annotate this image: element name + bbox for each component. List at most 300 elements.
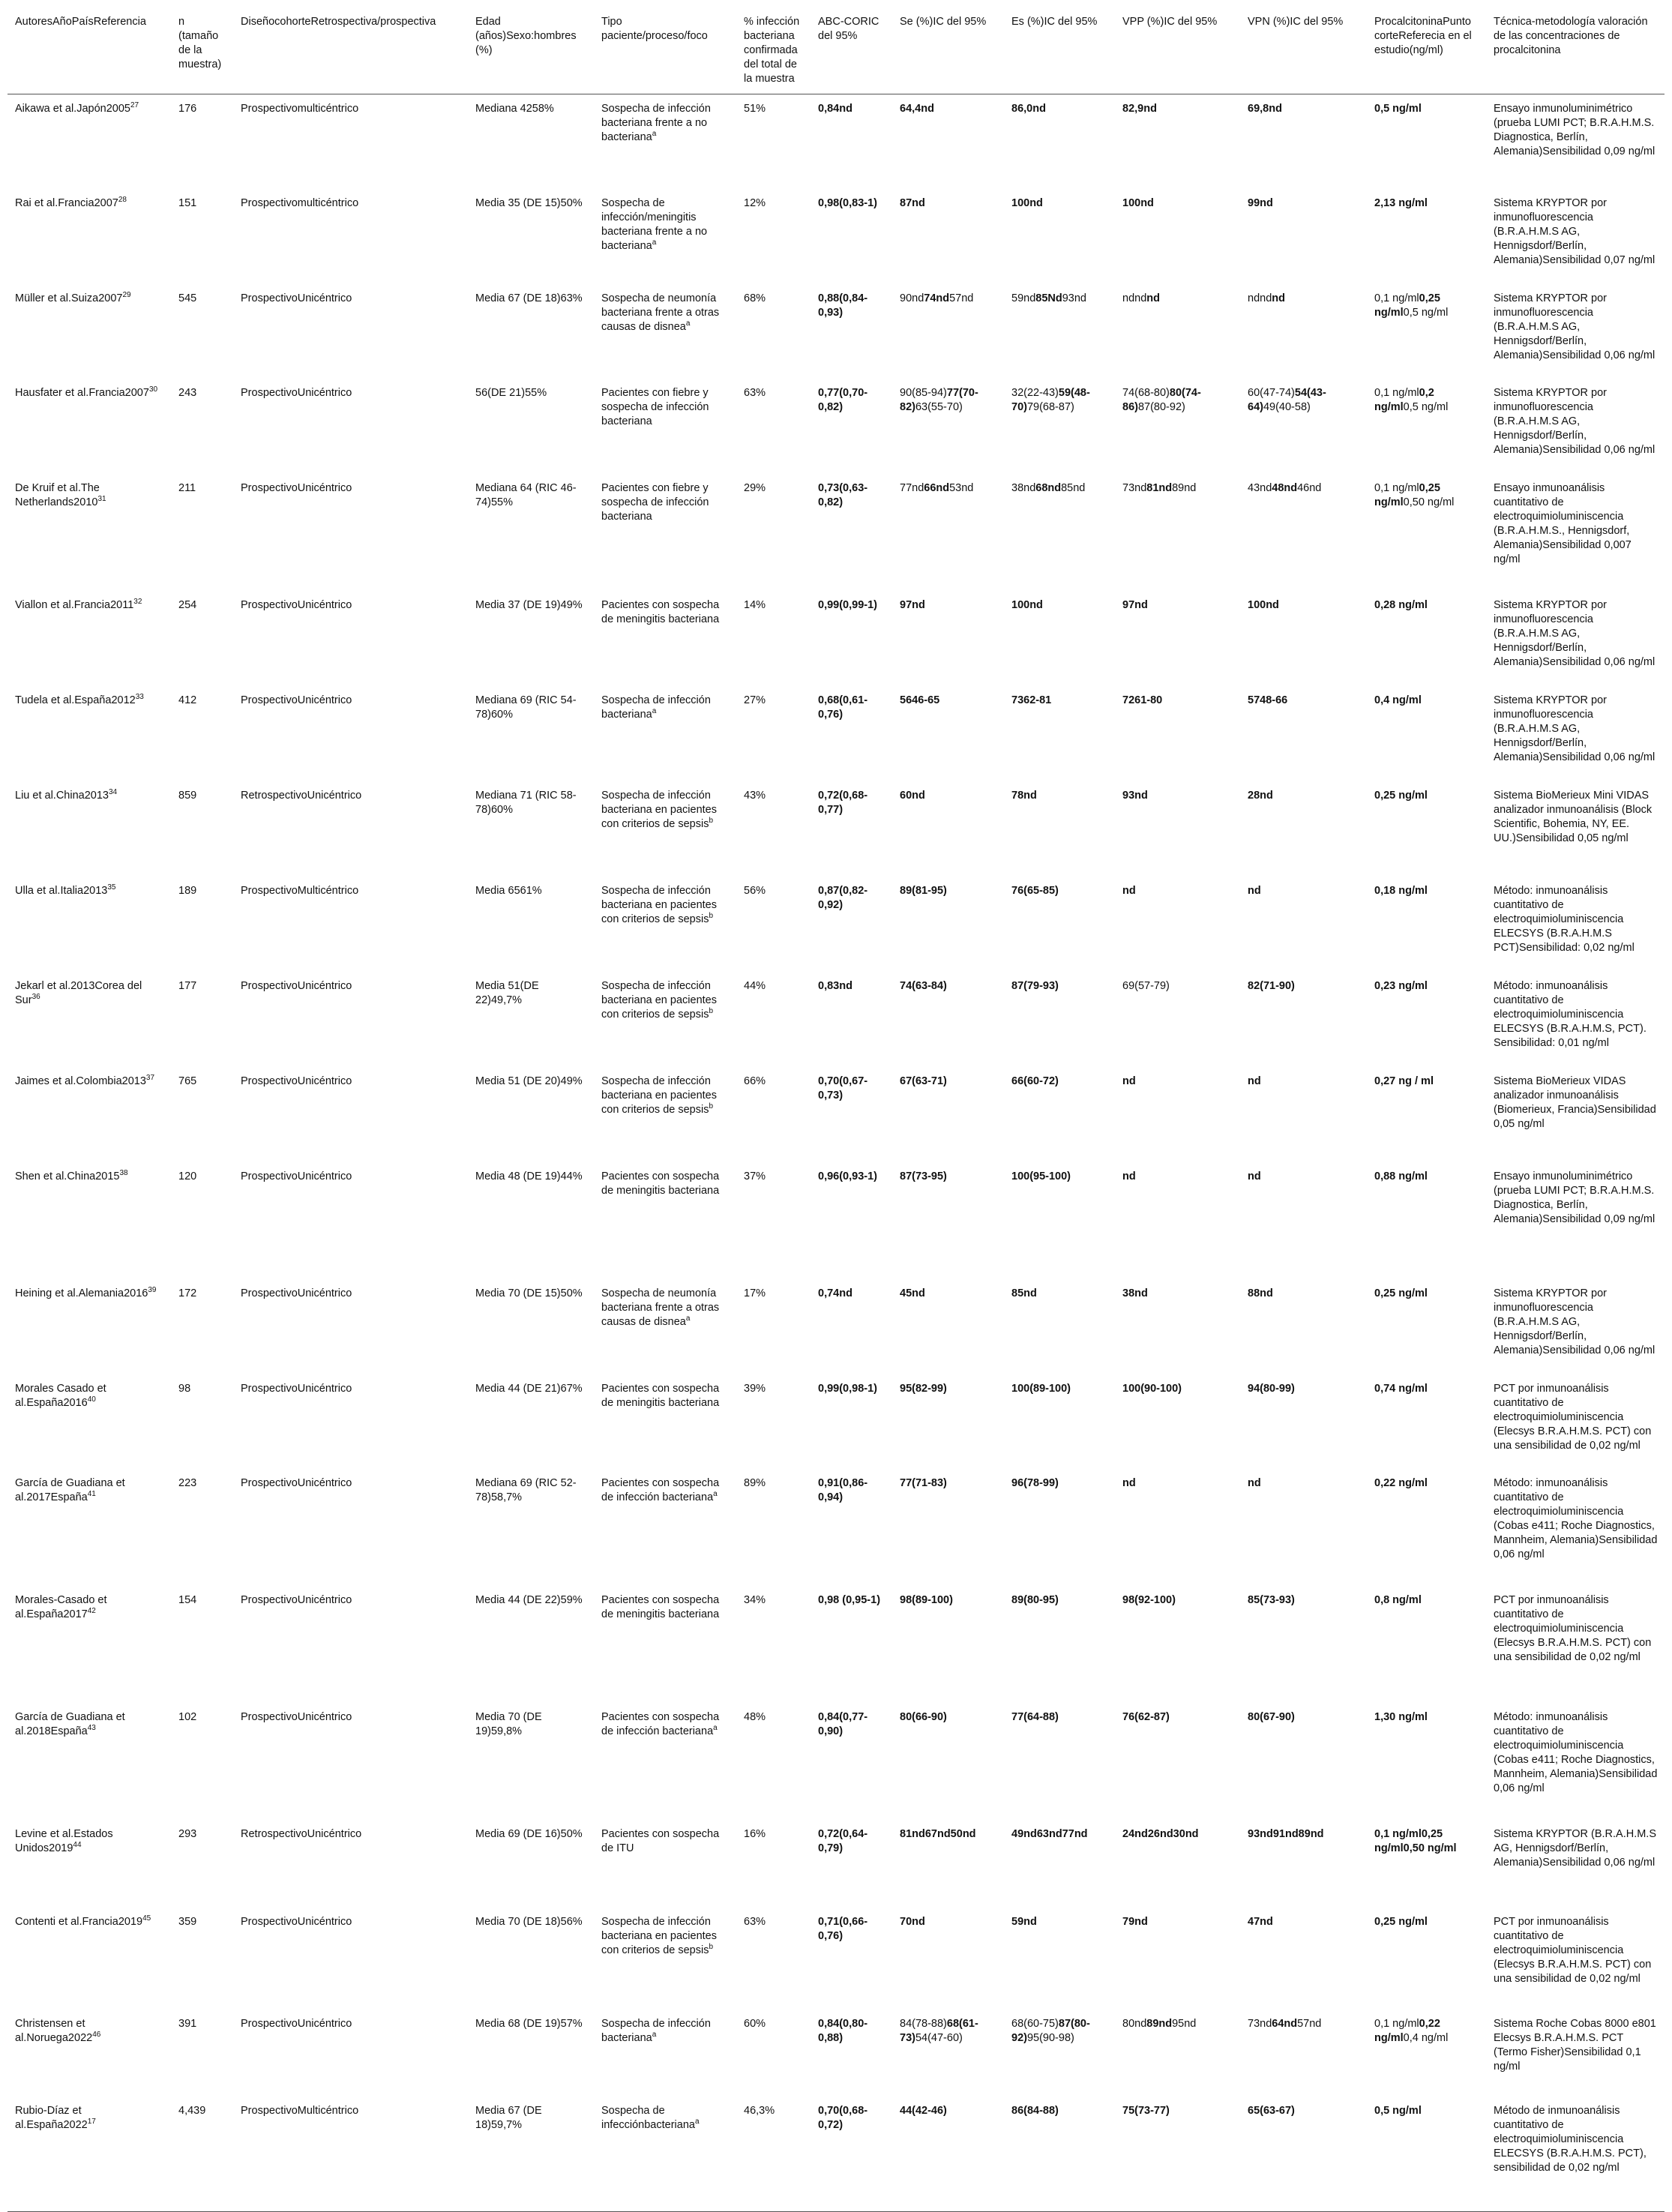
cell-specificity [1004, 1586, 1115, 1703]
cell-bacterial-infection-pct [736, 1820, 811, 1908]
bold-value: 0,88 ng/ml [1374, 1170, 1428, 1182]
cell-study-design [233, 1374, 468, 1469]
cell-text: Pacientes con sospecha de meningitis bacteriana [601, 1594, 720, 1620]
cell-sensitivity [892, 972, 1004, 1067]
cell-age-sex [468, 474, 594, 591]
cell-auc-ci [811, 1067, 892, 1162]
cell-text: Sistema KRYPTOR por inmunofluorescencia (B.R.A.H.M.S AG, Hennigsdorf/Berlín, Alemania)Sensibilidad 0,06 ng/ml [1494, 599, 1656, 668]
cell-text: Media 67 (DE 18)63% [475, 292, 583, 304]
bold-value: nd [1272, 292, 1285, 304]
bold-value: 94(80-99) [1248, 1383, 1295, 1395]
cell-bacterial-infection-pct [736, 2010, 811, 2097]
cell-specificity [1004, 1374, 1115, 1469]
cell-authors-year-country [7, 1908, 171, 2010]
column-header-age-sex: Edad (años)Sexo:hombres (%) [468, 10, 594, 94]
cell-sample-size [171, 1469, 233, 1586]
cell-age-sex [468, 591, 594, 686]
cell-technique [1486, 2010, 1665, 2097]
cell-text: 73nd [1122, 482, 1147, 494]
bold-value: 47nd [1248, 1916, 1273, 1928]
cell-ppv [1115, 474, 1240, 591]
bold-value: 100(95-100) [1011, 1170, 1071, 1182]
cell-text: 90nd [900, 292, 924, 304]
cell-sample-size [171, 591, 233, 686]
cell-text: 84(78-88) [900, 2018, 947, 2030]
cell-text: Sistema KRYPTOR por inmunofluorescencia (B.R.A.H.M.S AG, Hennigsdorf/Berlín, Alemania)Sensibilidad 0,06 ng/ml [1494, 292, 1656, 361]
bold-value: 0,25 ng/ml [1374, 790, 1428, 802]
cell-authors-year-country [7, 972, 171, 1067]
cell-auc-ci [811, 781, 892, 877]
cell-text: 293 [178, 1828, 197, 1840]
cell-text: ProspectivoUnicéntrico [241, 1711, 352, 1723]
bold-value: nd [1122, 1170, 1136, 1182]
cell-text: Media 51(DE 22)49,7% [475, 980, 539, 1006]
cell-authors-year-country [7, 1469, 171, 1586]
cell-text: 0,1 ng/ml [1374, 2018, 1419, 2030]
cell-pct-cutoff [1367, 1820, 1486, 1908]
cell-auc-ci [811, 686, 892, 781]
bold-value: 0,84nd [818, 103, 852, 115]
reference-superscript: 29 [122, 291, 131, 300]
cell-patient-type [594, 474, 736, 591]
cell-npv [1240, 1162, 1367, 1279]
cell-text: Hausfater et al.Francia2007 [15, 387, 149, 399]
bold-value: 85nd [1011, 1287, 1037, 1299]
cell-text: 172 [178, 1287, 197, 1299]
cell-study-design [233, 1703, 468, 1820]
cell-text: Media 35 (DE 15)50% [475, 197, 583, 209]
cell-text: Rubio-Díaz et al.España2022 [15, 2105, 88, 2131]
cell-text: 243 [178, 387, 197, 399]
cell-pct-cutoff [1367, 1703, 1486, 1820]
cell-sensitivity [892, 877, 1004, 972]
cell-sample-size [171, 379, 233, 474]
reference-superscript: a [652, 2031, 657, 2040]
cell-text: ProspectivoUnicéntrico [241, 694, 352, 706]
cell-text: ProspectivoUnicéntrico [241, 1075, 352, 1087]
cell-bacterial-infection-pct [736, 474, 811, 591]
cell-technique [1486, 94, 1665, 190]
cell-technique [1486, 1374, 1665, 1469]
cell-text: Media 37 (DE 19)49% [475, 599, 583, 611]
reference-superscript: 35 [107, 883, 116, 892]
bold-value: 81nd67nd50nd [900, 1828, 976, 1840]
cell-text: Contenti et al.Francia2019 [15, 1916, 143, 1928]
cell-text: 53nd [949, 482, 974, 494]
cell-sample-size [171, 94, 233, 190]
cell-npv [1240, 474, 1367, 591]
reference-superscript: b [709, 912, 714, 921]
reference-superscript: a [652, 707, 657, 716]
bold-value: 66(60-72) [1011, 1075, 1059, 1087]
cell-study-design [233, 1162, 468, 1279]
bold-value: 0,99(0,98-1) [818, 1383, 877, 1395]
cell-ppv [1115, 1162, 1240, 1279]
cell-specificity [1004, 1162, 1115, 1279]
cell-age-sex [468, 781, 594, 877]
cell-age-sex [468, 686, 594, 781]
cell-text: Prospectivomulticéntrico [241, 103, 359, 115]
cell-text: 80nd [1122, 2018, 1147, 2030]
bold-value: 64,4nd [900, 103, 934, 115]
bold-value: 81nd [1146, 482, 1173, 494]
cell-text: ProspectivoUnicéntrico [241, 482, 352, 494]
cell-patient-type [594, 379, 736, 474]
bold-value: 48nd [1272, 482, 1298, 494]
column-header-ppv: VPP (%)IC del 95% [1115, 10, 1240, 94]
cell-text: ProspectivoUnicéntrico [241, 292, 352, 304]
cell-text: Media 70 (DE 18)56% [475, 1916, 583, 1928]
cell-age-sex [468, 1469, 594, 1586]
bold-value: 82,9nd [1122, 103, 1157, 115]
cell-text: ndnd [1122, 292, 1147, 304]
cell-text: Viallon et al.Francia2011 [15, 599, 134, 611]
cell-ppv [1115, 1469, 1240, 1586]
cell-text: Sospecha de infección bacteriana en pacientes con criterios de sepsis [601, 1075, 717, 1116]
cell-specificity [1004, 379, 1115, 474]
cell-text: 46,3% [744, 2105, 775, 2117]
cell-npv [1240, 1703, 1367, 1820]
cell-text: 49(40-58) [1263, 401, 1311, 413]
cell-text: ProspectivoUnicéntrico [241, 980, 352, 992]
reference-superscript: a [685, 319, 691, 328]
cell-text: 12% [744, 197, 766, 209]
reference-superscript: a [713, 1724, 718, 1733]
cell-study-design [233, 1279, 468, 1374]
bold-value: 49nd63nd77nd [1011, 1828, 1088, 1840]
cell-specificity [1004, 2097, 1115, 2212]
cell-text: 48% [744, 1711, 766, 1723]
cell-text: Pacientes con sospecha de meningitis bacteriana [601, 1170, 720, 1197]
bold-value: 0,91(0,86-0,94) [818, 1477, 868, 1503]
cell-npv [1240, 781, 1367, 877]
cell-authors-year-country [7, 284, 171, 379]
cell-auc-ci [811, 591, 892, 686]
cell-study-design [233, 686, 468, 781]
cell-pct-cutoff [1367, 379, 1486, 474]
cell-sensitivity [892, 781, 1004, 877]
cell-ppv [1115, 1908, 1240, 2010]
cell-sample-size [171, 781, 233, 877]
cell-text: Sospecha de infección bacteriana en pacientes con criterios de sepsis [601, 980, 717, 1021]
bold-value: 87(80-92) [1011, 2018, 1090, 2044]
cell-ppv [1115, 686, 1240, 781]
cell-text: 68% [744, 292, 766, 304]
table-row [7, 2097, 1665, 2212]
cell-npv [1240, 686, 1367, 781]
bold-value: 0,22 ng/ml [1374, 2018, 1440, 2044]
cell-authors-year-country [7, 2010, 171, 2097]
cell-text: 0,1 ng/ml [1374, 292, 1419, 304]
bold-value: 77(71-83) [900, 1477, 947, 1489]
cell-authors-year-country [7, 781, 171, 877]
bold-value: nd [1248, 1075, 1261, 1087]
cell-sensitivity [892, 1820, 1004, 1908]
cell-text: Prospectivomulticéntrico [241, 197, 359, 209]
cell-specificity [1004, 1703, 1115, 1820]
cell-sample-size [171, 1162, 233, 1279]
bold-value: 87(73-95) [900, 1170, 947, 1182]
cell-text: Pacientes con sospecha de infección bacteriana [601, 1711, 720, 1737]
cell-text: 154 [178, 1594, 197, 1606]
cell-text: 63% [744, 387, 766, 399]
bold-value: 0,98(0,83-1) [818, 197, 877, 209]
cell-text: 87(80-92) [1137, 401, 1185, 413]
bold-value: 44(42-46) [900, 2105, 947, 2117]
bold-value: 0,1 ng/ml0,25 ng/ml0,50 ng/ml [1374, 1828, 1457, 1854]
bold-value: 86,0nd [1011, 103, 1046, 115]
cell-authors-year-country [7, 379, 171, 474]
cell-text: 29% [744, 482, 766, 494]
cell-ppv [1115, 972, 1240, 1067]
cell-text: 34% [744, 1594, 766, 1606]
reference-superscript: 36 [31, 993, 40, 1002]
cell-age-sex [468, 1279, 594, 1374]
bold-value: 76(65-85) [1011, 885, 1059, 897]
cell-specificity [1004, 1908, 1115, 2010]
cell-sensitivity [892, 379, 1004, 474]
cell-npv [1240, 2097, 1367, 2212]
cell-patient-type [594, 2097, 736, 2212]
cell-sensitivity [892, 94, 1004, 190]
bold-value: 78nd [1011, 790, 1037, 802]
bold-value: 0,84(0,77-0,90) [818, 1711, 868, 1737]
bold-value: 70nd [900, 1916, 925, 1928]
cell-ppv [1115, 2010, 1240, 2097]
cell-text: Jaimes et al.Colombia2013 [15, 1075, 146, 1087]
cell-text: 0,1 ng/ml [1374, 482, 1419, 494]
cell-technique [1486, 1820, 1665, 1908]
cell-text: ProspectivoUnicéntrico [241, 599, 352, 611]
cell-technique [1486, 1162, 1665, 1279]
cell-text: Ensayo inmunoanálisis cuantitativo de electroquimioluminiscencia (B.R.A.H.M.S., Hennigsdorf, Alemania)Sensibilidad 0,007 ng/ml [1494, 482, 1632, 565]
bold-value: 74(63-84) [900, 980, 947, 992]
column-header-technique: Técnica-metodología valoración de las concentraciones de procalcitonina [1486, 10, 1665, 94]
bold-value: 100(89-100) [1011, 1383, 1071, 1395]
cell-patient-type [594, 1067, 736, 1162]
cell-technique [1486, 189, 1665, 284]
table-row [7, 189, 1665, 284]
table-row [7, 686, 1665, 781]
bold-value: 0,83nd [818, 980, 852, 992]
cell-text: Sospecha de infección bacteriana en pacientes con criterios de sepsis [601, 885, 717, 925]
column-header-pct-cutoff: ProcalcitoninaPunto corteReferecia en el estudio(ng/ml) [1367, 10, 1486, 94]
cell-authors-year-country [7, 686, 171, 781]
cell-text: Media 6561% [475, 885, 542, 897]
cell-text: 85nd [1061, 482, 1086, 494]
cell-authors-year-country [7, 1703, 171, 1820]
bold-value: 65(63-67) [1248, 2105, 1295, 2117]
bold-value: 0,27 ng / ml [1374, 1075, 1434, 1087]
bold-value: 59nd [1011, 1916, 1037, 1928]
cell-authors-year-country [7, 189, 171, 284]
bold-value: 0,87(0,82-0,92) [818, 885, 868, 911]
cell-text: 0,50 ng/ml [1403, 496, 1455, 508]
cell-bacterial-infection-pct [736, 189, 811, 284]
cell-sensitivity [892, 1279, 1004, 1374]
cell-sensitivity [892, 189, 1004, 284]
reference-superscript: 32 [133, 598, 142, 607]
bold-value: nd [1122, 1075, 1136, 1087]
cell-text: Sistema KRYPTOR por inmunofluorescencia (B.R.A.H.M.S AG, Hennigsdorf/Berlín, Alemania)Sensibilidad 0,06 ng/ml [1494, 387, 1656, 456]
cell-text: Mediana 71 (RIC 58-78)60% [475, 790, 577, 816]
cell-sensitivity [892, 474, 1004, 591]
cell-text: 63% [744, 1916, 766, 1928]
cell-age-sex [468, 1820, 594, 1908]
cell-age-sex [468, 189, 594, 284]
cell-study-design [233, 1820, 468, 1908]
cell-bacterial-infection-pct [736, 1469, 811, 1586]
cell-sensitivity [892, 2010, 1004, 2097]
table-row [7, 1162, 1665, 1279]
cell-specificity [1004, 686, 1115, 781]
cell-technique [1486, 379, 1665, 474]
cell-text: Rai et al.Francia2007 [15, 197, 118, 209]
cell-sample-size [171, 1067, 233, 1162]
cell-patient-type [594, 972, 736, 1067]
cell-pct-cutoff [1367, 2010, 1486, 2097]
cell-study-design [233, 94, 468, 190]
bold-value: 100nd [1122, 197, 1154, 209]
bold-value: 38nd [1122, 1287, 1148, 1299]
cell-text: Media 51 (DE 20)49% [475, 1075, 583, 1087]
cell-pct-cutoff [1367, 877, 1486, 972]
bold-value: 66nd [924, 482, 950, 494]
cell-sample-size [171, 1820, 233, 1908]
column-header-sensitivity: Se (%)IC del 95% [892, 10, 1004, 94]
cell-text: 211 [178, 482, 196, 494]
cell-text: Levine et al.Estados Unidos2019 [15, 1828, 113, 1854]
bold-value: 82(71-90) [1248, 980, 1295, 992]
cell-specificity [1004, 877, 1115, 972]
cell-text: Media 67 (DE 18)59,7% [475, 2105, 542, 2131]
cell-text: 66% [744, 1075, 766, 1087]
cell-text: Aikawa et al.Japón2005 [15, 103, 130, 115]
bold-value: 0,28 ng/ml [1374, 599, 1428, 611]
procalcitonin-studies-table [7, 10, 1665, 2212]
cell-text: ProspectivoUnicéntrico [241, 1287, 352, 1299]
cell-npv [1240, 2010, 1367, 2097]
cell-technique [1486, 686, 1665, 781]
cell-text: 765 [178, 1075, 197, 1087]
bold-value: 87nd [900, 197, 925, 209]
cell-technique [1486, 591, 1665, 686]
bold-value: 0,8 ng/ml [1374, 1594, 1422, 1606]
cell-text: Sospecha de infección bacteriana frente a no bacteriana [601, 103, 711, 143]
table-body [7, 94, 1665, 2212]
cell-text: 223 [178, 1477, 197, 1489]
cell-sample-size [171, 1586, 233, 1703]
bold-value: 0,72(0,64-0,79) [818, 1828, 868, 1854]
cell-sensitivity [892, 591, 1004, 686]
bold-value: 0,98 (0,95-1) [818, 1594, 881, 1606]
cell-auc-ci [811, 972, 892, 1067]
cell-npv [1240, 591, 1367, 686]
cell-npv [1240, 1469, 1367, 1586]
cell-study-design [233, 2010, 468, 2097]
cell-text: 0,4 ng/ml [1403, 2032, 1449, 2044]
cell-text: RetrospectivoUnicéntrico [241, 790, 362, 802]
cell-text: 44% [744, 980, 766, 992]
bold-value: 0,25 ng/ml [1374, 1287, 1428, 1299]
bold-value: 0,68(0,61-0,76) [818, 694, 868, 721]
cell-pct-cutoff [1367, 972, 1486, 1067]
bold-value: 28nd [1248, 790, 1273, 802]
cell-text: Pacientes con fiebre y sospecha de infección bacteriana [601, 482, 709, 523]
bold-value: 87(79-93) [1011, 980, 1059, 992]
cell-auc-ci [811, 284, 892, 379]
cell-bacterial-infection-pct [736, 591, 811, 686]
table-row [7, 781, 1665, 877]
cell-pct-cutoff [1367, 2097, 1486, 2212]
cell-text: Sospecha de infecciónbacteriana [601, 2105, 695, 2131]
cell-technique [1486, 1908, 1665, 2010]
cell-text: 63(55-70) [915, 401, 963, 413]
cell-text: 89% [744, 1477, 766, 1489]
cell-text: 545 [178, 292, 197, 304]
cell-text: 38nd [1011, 482, 1036, 494]
cell-text: 859 [178, 790, 197, 802]
cell-ppv [1115, 781, 1240, 877]
cell-authors-year-country [7, 1586, 171, 1703]
cell-study-design [233, 379, 468, 474]
bold-value: 80(66-90) [900, 1711, 947, 1723]
bold-value: 2,13 ng/ml [1374, 197, 1428, 209]
cell-text: ProspectivoUnicéntrico [241, 1383, 352, 1395]
cell-text: RetrospectivoUnicéntrico [241, 1828, 362, 1840]
bold-value: 88nd [1248, 1287, 1273, 1299]
cell-text: Liu et al.China2013 [15, 790, 109, 802]
cell-text: Müller et al.Suiza2007 [15, 292, 123, 304]
table-row [7, 972, 1665, 1067]
bold-value: 89nd [1146, 2018, 1173, 2030]
bold-value: nd [1248, 1170, 1261, 1182]
cell-ppv [1115, 1586, 1240, 1703]
cell-study-design [233, 284, 468, 379]
cell-patient-type [594, 189, 736, 284]
cell-bacterial-infection-pct [736, 1162, 811, 1279]
cell-study-design [233, 2097, 468, 2212]
reference-superscript: 27 [130, 101, 139, 110]
cell-auc-ci [811, 1586, 892, 1703]
cell-text: 17% [744, 1287, 766, 1299]
cell-pct-cutoff [1367, 474, 1486, 591]
cell-text: ProspectivoMulticéntrico [241, 2105, 359, 2117]
cell-text: Ulla et al.Italia2013 [15, 885, 108, 897]
bold-value: 79nd [1122, 1916, 1148, 1928]
cell-patient-type [594, 2010, 736, 2097]
cell-ppv [1115, 2097, 1240, 2212]
cell-text: 391 [178, 2018, 197, 2030]
cell-sensitivity [892, 1162, 1004, 1279]
table-row [7, 1703, 1665, 1820]
cell-text: Heining et al.Alemania2016 [15, 1287, 148, 1299]
cell-auc-ci [811, 1703, 892, 1820]
cell-bacterial-infection-pct [736, 1703, 811, 1820]
cell-text: Mediana 4258% [475, 103, 554, 115]
cell-text: Sistema KRYPTOR por inmunofluorescencia (B.R.A.H.M.S AG, Hennigsdorf/Berlín, Alemania)Sensibilidad 0,07 ng/ml [1494, 197, 1656, 266]
cell-npv [1240, 1586, 1367, 1703]
bold-value: 80(67-90) [1248, 1711, 1295, 1723]
bold-value: 0,25 ng/ml [1374, 1916, 1428, 1928]
cell-study-design [233, 591, 468, 686]
cell-technique [1486, 972, 1665, 1067]
cell-bacterial-infection-pct [736, 1586, 811, 1703]
bold-value: 0,96(0,93-1) [818, 1170, 877, 1182]
cell-text: De Kruif et al.The Netherlands2010 [15, 482, 100, 508]
bold-value: 98(89-100) [900, 1594, 953, 1606]
cell-sensitivity [892, 1586, 1004, 1703]
